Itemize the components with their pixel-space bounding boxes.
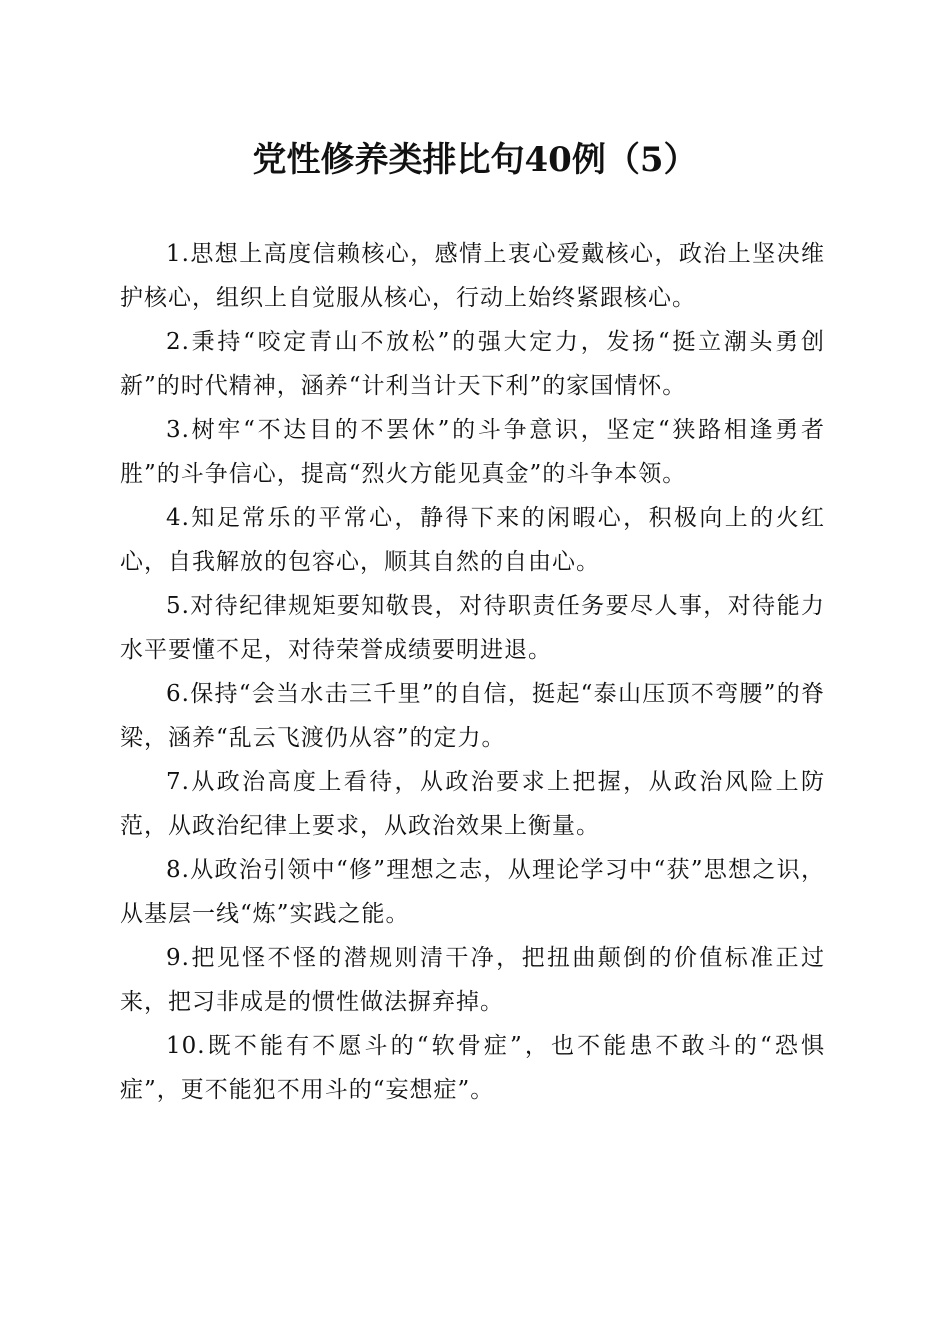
document-body (120, 232, 825, 1112)
paragraph-3: 3.树牢“不达目的不罢休”的斗争意识，坚定“狭路相逢勇者胜”的斗争信心，提高“烈火方能见真金”的斗争本领。 (120, 417, 825, 487)
paragraph-5: 5.对待纪律规矩要知敬畏，对待职责任务要尽人事，对待能力水平要懂不足，对待荣誉成绩要明进退。 (120, 593, 825, 663)
paragraph-1: 1.思想上高度信赖核心，感情上衷心爱戴核心，政治上坚决维护核心，组织上自觉服从核心，行动上始终紧跟核心。 (120, 241, 825, 311)
paragraph-2: 2.秉持“咬定青山不放松”的强大定力，发扬“挺立潮头勇创新”的时代精神，涵养“计利当计天下利”的家国情怀。 (120, 329, 825, 399)
document-title: 党性修养类排比句40例（5） (252, 140, 698, 180)
paragraph-10: 10.既不能有不愿斗的“软骨症”，也不能患不敢斗的“恐惧症”，更不能犯不用斗的“妄想症”。 (120, 1033, 825, 1103)
paragraph-9: 9.把见怪不怪的潜规则清干净，把扭曲颠倒的价值标准正过来，把习非成是的惯性做法摒弃掉。 (120, 945, 825, 1015)
paragraph-8: 8.从政治引领中“修”理想之志，从理论学习中“获”思想之识，从基层一线“炼”实践之能。 (120, 857, 825, 927)
paragraph-4: 4.知足常乐的平常心，静得下来的闲暇心，积极向上的火红心，自我解放的包容心，顺其自然的自由心。 (120, 505, 825, 575)
paragraph-7: 7.从政治高度上看待，从政治要求上把握，从政治风险上防范，从政治纪律上要求，从政治效果上衡量。 (120, 769, 825, 839)
paragraph-6: 6.保持“会当水击三千里”的自信，挺起“泰山压顶不弯腰”的脊梁，涵养“乱云飞渡仍从容”的定力。 (120, 681, 825, 751)
